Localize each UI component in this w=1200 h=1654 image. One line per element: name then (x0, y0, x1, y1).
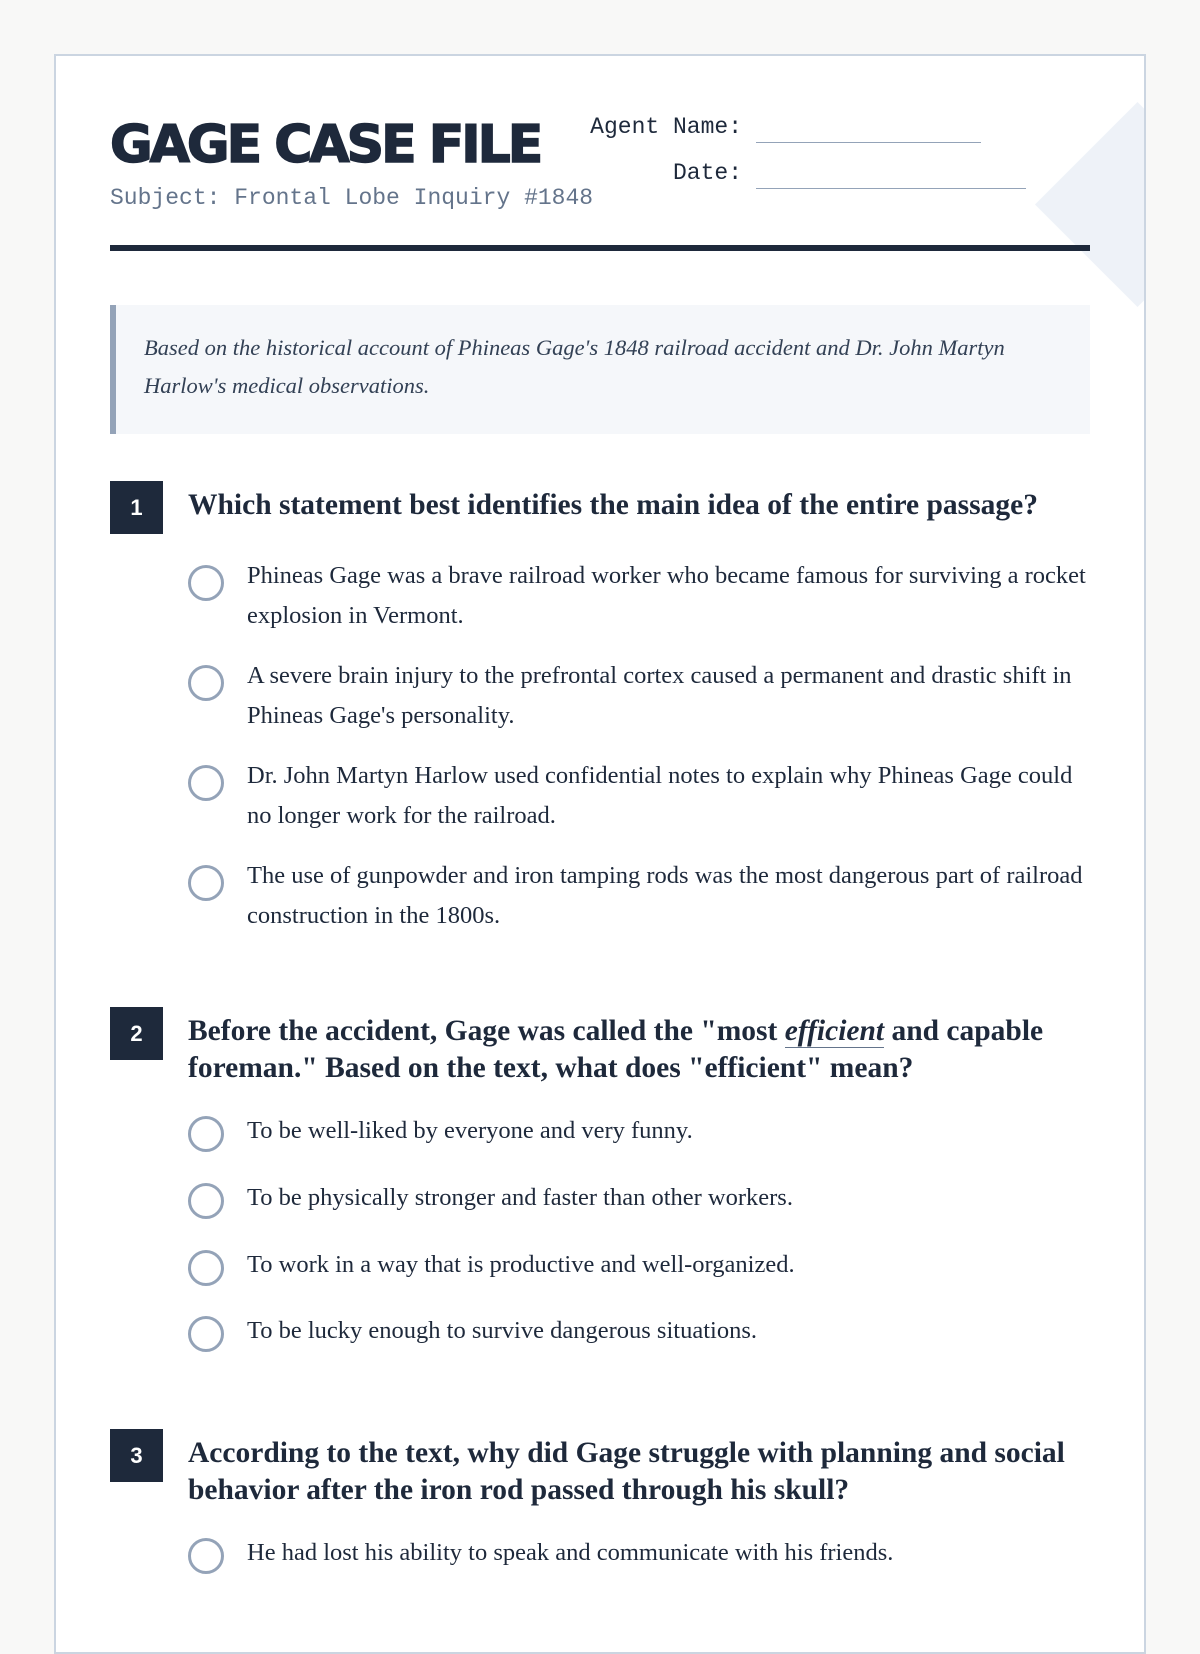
answer-text: To work in a way that is productive and well-organized. (247, 1251, 795, 1278)
answer-text: A severe brain injury to the prefrontal cortex caused a permanent and drastic shift in Phineas Gage's personality. (247, 662, 1072, 729)
worksheet-page (54, 54, 1146, 1654)
subject-line: Subject: Frontal Lobe Inquiry #1848 (110, 185, 594, 211)
date-label: Date: (672, 160, 742, 186)
answer-text: To be lucky enough to survive dangerous situations. (247, 1317, 757, 1344)
page-title: GAGE CASE FILE (110, 115, 541, 175)
radio-button[interactable] (188, 665, 224, 701)
question-text-part: and capable foreman." Based on the text, what does "efficient" mean? (188, 1015, 1044, 1084)
radio-button[interactable] (188, 765, 224, 801)
answer-text: He had lost his ability to speak and communicate with his friends. (247, 1539, 894, 1566)
radio-button[interactable] (188, 1183, 224, 1219)
date-field[interactable] (756, 188, 1026, 189)
answer-text: The use of gunpowder and iron tamping rods was the most dangerous part of railroad construction in the 1800s. (247, 862, 1083, 929)
answer-text: Dr. John Martyn Harlow used confidential notes to explain why Phineas Gage could no longer work for the railroad. (247, 762, 1073, 829)
question-text: Which statement best identifies the main idea of the entire passage? (188, 489, 1038, 521)
question-text (188, 1013, 1093, 1087)
answer-text: To be physically stronger and faster than other workers. (247, 1184, 793, 1211)
agent-name-label: Agent Name: (590, 114, 742, 140)
corner-fold (1035, 102, 1146, 307)
radio-button[interactable] (188, 565, 224, 601)
radio-button[interactable] (188, 1538, 224, 1574)
vocabulary-word: efficient (784, 1015, 885, 1047)
agent-name-field[interactable] (756, 142, 981, 143)
source-note: Based on the historical account of Phineas Gage's 1848 railroad accident and Dr. John Martyn Harlow's medical observations. (110, 305, 1090, 434)
radio-button[interactable] (188, 1116, 224, 1152)
radio-button[interactable] (188, 1250, 224, 1286)
question-number: 1 (110, 481, 163, 534)
header-divider (110, 245, 1090, 251)
radio-button[interactable] (188, 865, 224, 901)
answer-text: To be well-liked by everyone and very funny. (247, 1117, 693, 1144)
question-number: 3 (110, 1429, 163, 1482)
answer-text: Phineas Gage was a brave railroad worker who became famous for surviving a rocket explosion in Vermont. (247, 562, 1086, 629)
question-number: 2 (110, 1007, 163, 1060)
question-text-part: Before the accident, Gage was called the "most (188, 1015, 785, 1047)
question-text: According to the text, why did Gage struggle with planning and social behavior after the iron rod passed through his skull? (188, 1437, 1065, 1506)
radio-button[interactable] (188, 1316, 224, 1352)
